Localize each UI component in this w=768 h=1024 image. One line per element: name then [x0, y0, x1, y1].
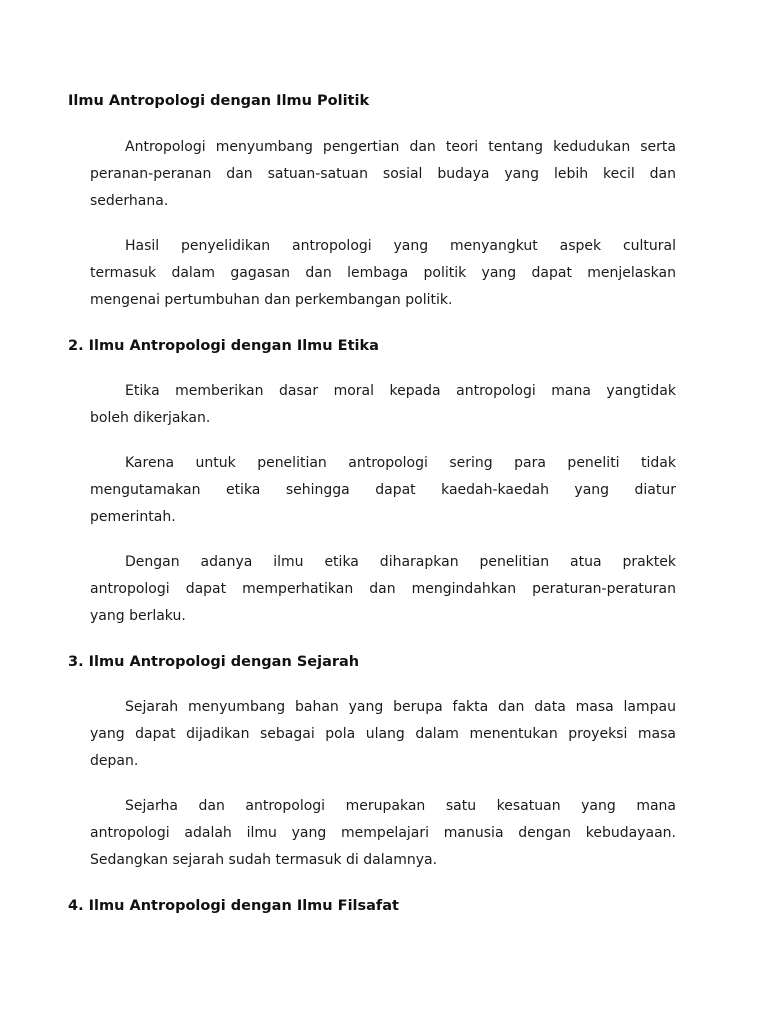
paragraph-line: Karena untuk penelitian antropologi sering para peneliti tidak [125, 455, 676, 471]
section-heading: 3. Ilmu Antropologi dengan Sejarah [68, 654, 360, 670]
section-heading: Ilmu Antropologi dengan Ilmu Politik [68, 93, 370, 109]
paragraph-line: boleh dikerjakan. [90, 410, 211, 426]
paragraph-line: sederhana. [90, 193, 169, 209]
paragraph [90, 793, 676, 874]
paragraph [90, 378, 676, 432]
paragraph-line: termasuk dalam gagasan dan lembaga politik yang dapat menjelaskan [90, 265, 676, 281]
section-heading: 4. Ilmu Antropologi dengan Ilmu Filsafat [68, 898, 399, 914]
paragraph-line: antropologi adalah ilmu yang mempelajari manusia dengan kebudayaan. [90, 825, 676, 841]
paragraph-line: Sedangkan sejarah sudah termasuk di dalamnya. [90, 852, 438, 868]
paragraph-line: antropologi dapat memperhatikan dan mengindahkan peraturan-peraturan [90, 581, 676, 597]
paragraph-line: depan. [90, 753, 139, 769]
paragraph-line: yang berlaku. [90, 608, 186, 624]
paragraph [90, 450, 676, 531]
paragraph-line: Etika memberikan dasar moral kepada antropologi mana yangtidak [125, 383, 676, 399]
paragraph [90, 134, 676, 215]
paragraph-line: Sejarah menyumbang bahan yang berupa fakta dan data masa lampau [125, 699, 676, 715]
paragraph-line: Hasil penyelidikan antropologi yang menyangkut aspek cultural [125, 238, 676, 254]
paragraph-line: mengutamakan etika sehingga dapat kaedah-kaedah yang diatur [90, 482, 676, 498]
paragraph-line: Antropologi menyumbang pengertian dan teori tentang kedudukan serta [125, 139, 676, 155]
paragraph-line: pemerintah. [90, 509, 176, 525]
paragraph [90, 694, 676, 775]
paragraph-line: Dengan adanya ilmu etika diharapkan penelitian atua praktek [125, 554, 676, 570]
paragraph-line: mengenai pertumbuhan dan perkembangan politik. [90, 292, 453, 308]
paragraph [90, 549, 676, 630]
paragraph-line: Sejarha dan antropologi merupakan satu kesatuan yang mana [125, 798, 676, 814]
paragraph [90, 233, 676, 314]
section-heading: 2. Ilmu Antropologi dengan Ilmu Etika [68, 338, 379, 354]
paragraph-line: yang dapat dijadikan sebagai pola ulang dalam menentukan proyeksi masa [90, 726, 676, 742]
paragraph-line: peranan-peranan dan satuan-satuan sosial budaya yang lebih kecil dan [90, 166, 676, 182]
